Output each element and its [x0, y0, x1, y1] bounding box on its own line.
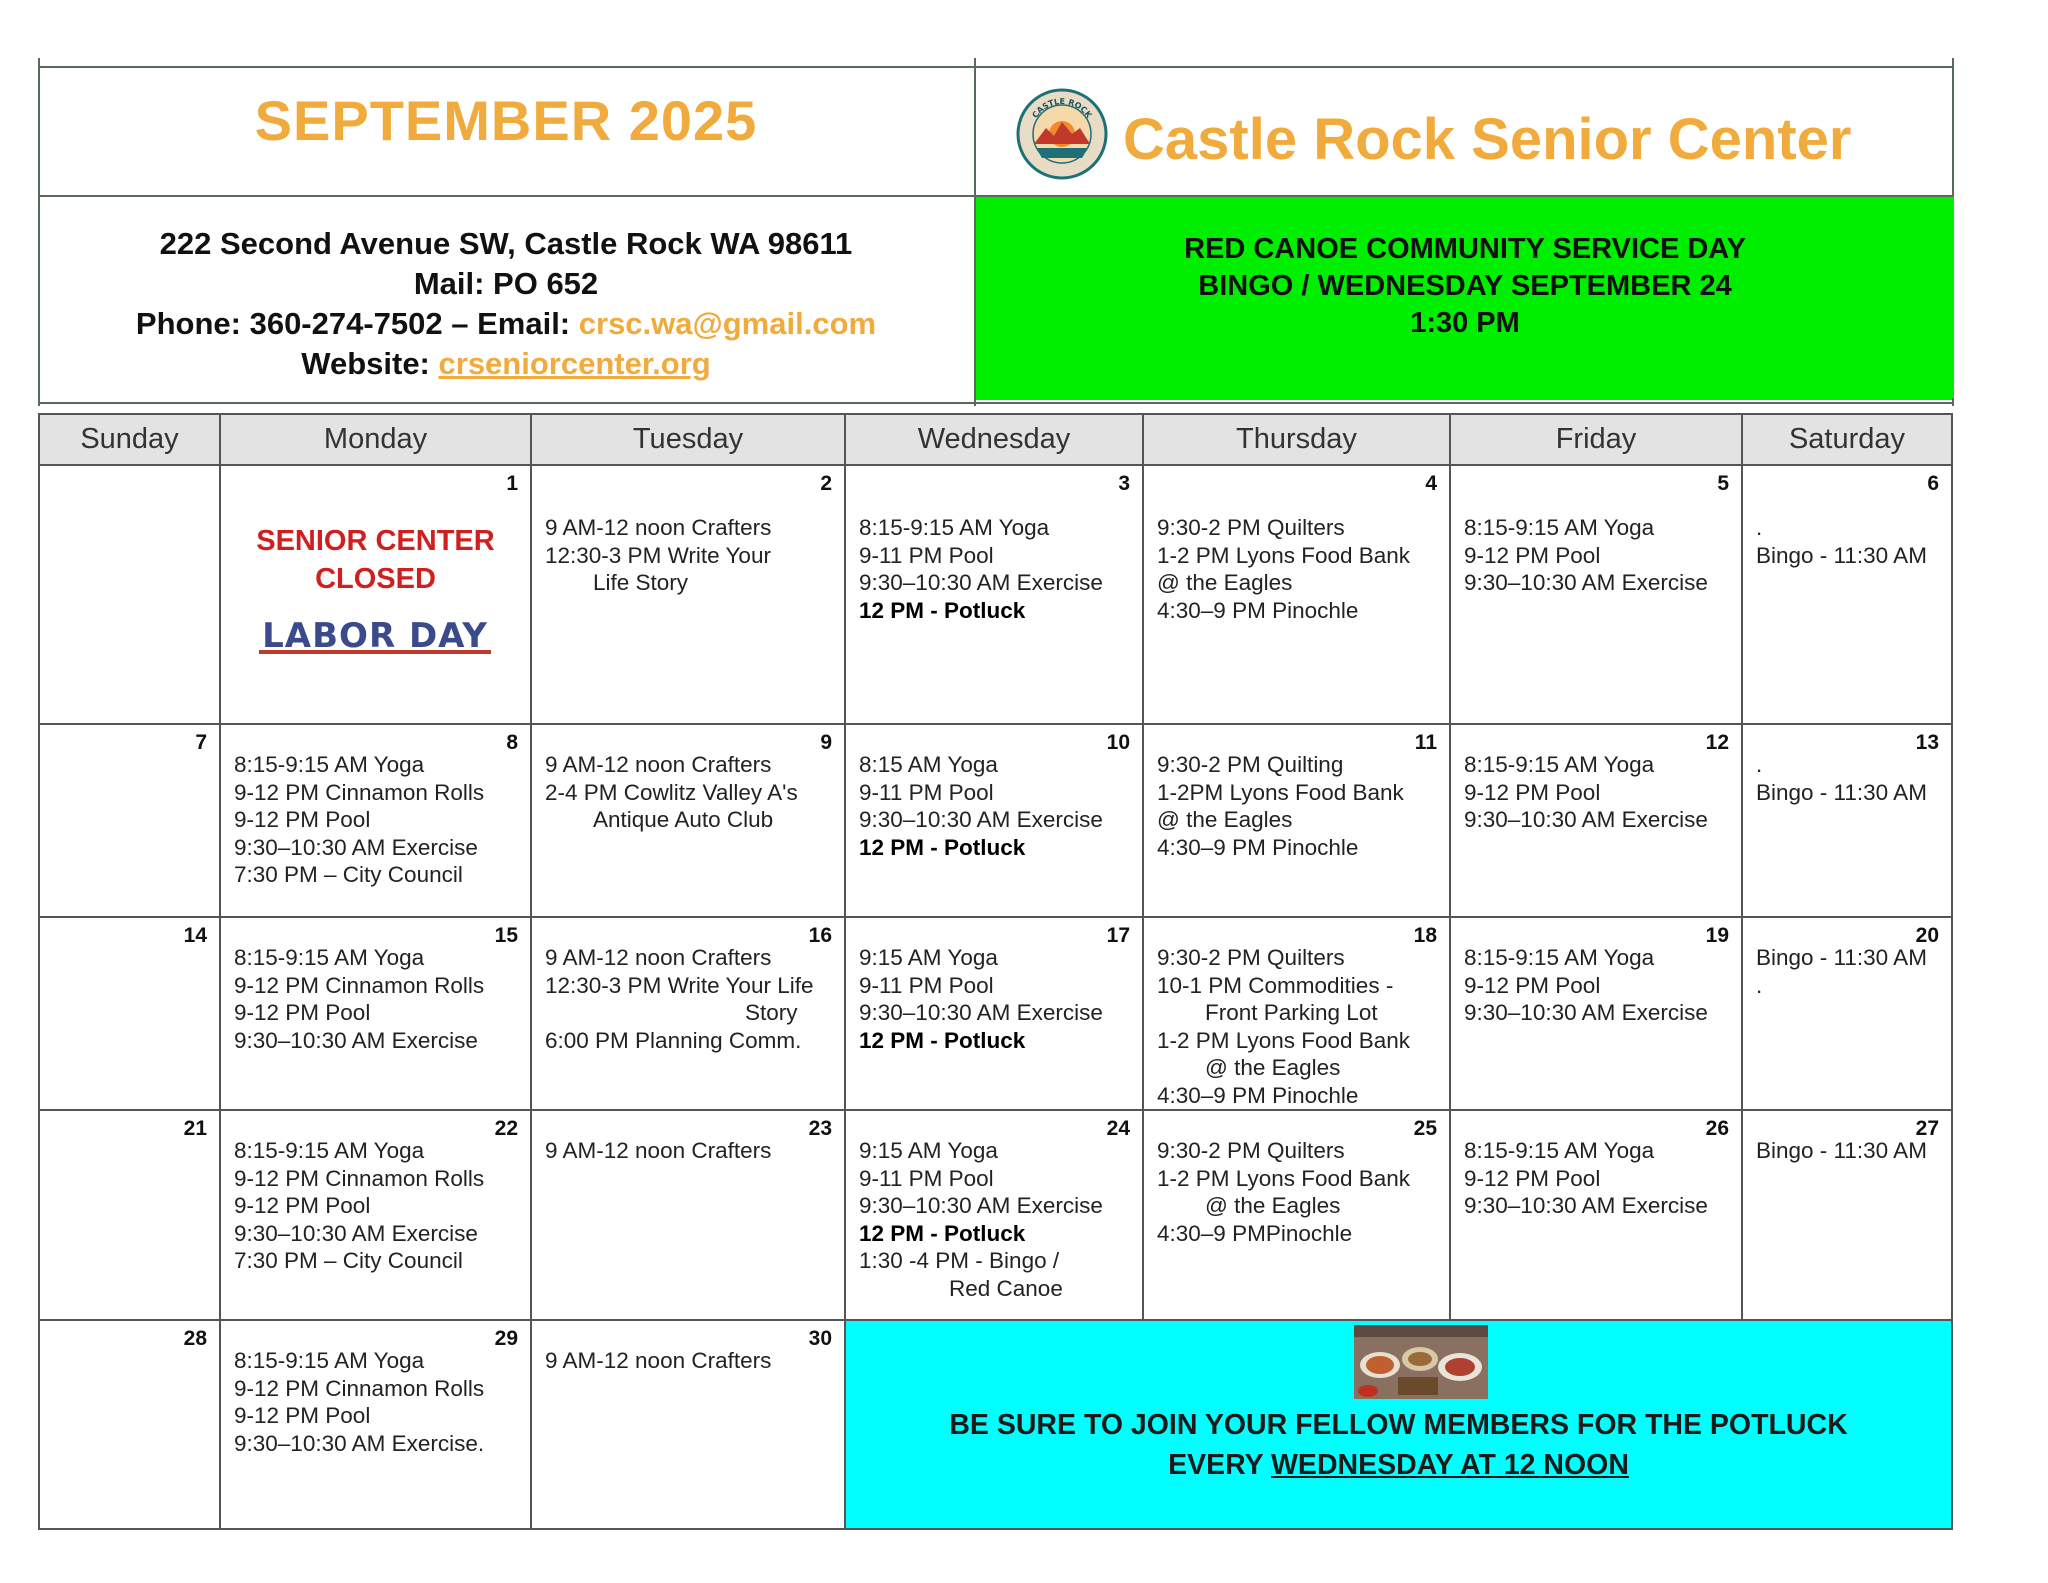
- activity-item: 1-2 PM Lyons Food Bank: [1157, 542, 1411, 568]
- address: 222 Second Avenue SW, Castle Rock WA 98611: [159, 226, 853, 261]
- date-number: 28: [183, 1327, 207, 1350]
- corner-tick: [38, 58, 40, 66]
- date-number: 8: [506, 731, 518, 754]
- calendar-day-cell: [221, 1111, 530, 1319]
- date-number: 27: [1915, 1117, 1939, 1140]
- potluck-line-2-prefix: EVERY: [1168, 1449, 1272, 1481]
- activity-item: 9-12 PM Cinnamon Rolls: [234, 972, 485, 998]
- calendar-day-cell: [1144, 725, 1449, 916]
- activity-item: 9-12 PM Pool: [1464, 1165, 1601, 1191]
- activity-item: 1-2PM Lyons Food Bank: [1157, 779, 1404, 805]
- activity-item: 9:30–10:30 AM Exercise: [1464, 1193, 1708, 1219]
- calendar-day-cell: [1451, 1111, 1741, 1319]
- activity-item: 9 AM-12 noon Crafters: [545, 1138, 772, 1163]
- activity-item: 9-11 PM Pool: [859, 972, 994, 998]
- calendar-day-cell: [532, 725, 844, 916]
- date-number: 5: [1717, 472, 1729, 495]
- calendar-day-cell: [221, 466, 530, 723]
- date-number: 6: [1927, 472, 1939, 495]
- date-number: 30: [808, 1327, 832, 1350]
- activity-list: [545, 1137, 771, 1165]
- potluck-line-2-time: WEDNESDAY AT 12 NOON: [1271, 1449, 1629, 1481]
- activity-item: 9-12 PM Pool: [234, 1403, 371, 1429]
- corner-tick: [38, 398, 40, 406]
- activity-item: 1-2 PM Lyons Food Bank: [1157, 1165, 1411, 1191]
- corner-tick: [1952, 398, 1954, 406]
- activity-item: 9-12 PM Cinnamon Rolls: [234, 1375, 485, 1401]
- activity-item: 8:15-9:15 AM Yoga: [1464, 752, 1655, 777]
- activity-list: [859, 751, 1103, 861]
- activity-item: Antique Auto Club: [593, 807, 774, 833]
- activity-list: [545, 514, 771, 597]
- activity-item: 8:15 AM Yoga: [859, 752, 998, 777]
- activity-item: 12 PM - Potluck: [859, 1027, 1026, 1053]
- date-number: 9: [820, 731, 832, 754]
- activity-list: [859, 514, 1103, 624]
- event-line-1: RED CANOE COMMUNITY SERVICE DAY: [1184, 233, 1746, 265]
- event-line-2: BINGO / WEDNESDAY SEPTEMBER 24: [1198, 270, 1732, 302]
- closed-line: CLOSED: [315, 563, 436, 595]
- activity-item: 9:30–10:30 AM Exercise: [234, 834, 478, 860]
- activity-item: Bingo - 11:30 AM: [1756, 1138, 1927, 1163]
- activity-item: 9-12 PM Cinnamon Rolls: [234, 1165, 485, 1191]
- day-header-friday: Friday: [1451, 415, 1741, 464]
- activity-item: Front Parking Lot: [1205, 1000, 1378, 1026]
- activity-item: 10-1 PM Commodities -: [1157, 972, 1394, 998]
- activity-item: 9:30–10:30 AM Exercise: [859, 570, 1103, 596]
- day-header-monday: Monday: [221, 415, 530, 464]
- date-number: 7: [195, 731, 207, 754]
- activity-item: Bingo - 11:30 AM: [1756, 542, 1927, 568]
- header-block: [38, 66, 1954, 404]
- svg-text:CASTLE ROCK: CASTLE ROCK: [1030, 96, 1094, 120]
- date-number: 18: [1413, 924, 1437, 947]
- activity-list: [1756, 1137, 1927, 1165]
- date-number: 24: [1106, 1117, 1130, 1140]
- calendar-day-cell: [1743, 918, 1951, 1109]
- calendar-day-cell: [532, 918, 844, 1109]
- date-number: 16: [808, 924, 832, 947]
- date-number: 3: [1118, 472, 1130, 495]
- activity-item: Story: [745, 1000, 798, 1026]
- labor-day-text: LABOR DAY: [262, 616, 488, 656]
- date-number: 13: [1915, 731, 1939, 754]
- center-closed-notice: [221, 522, 530, 598]
- activity-item: 7:30 PM – City Council: [234, 862, 463, 888]
- activity-item: 9:30–10:30 AM Exercise: [859, 807, 1103, 833]
- activity-list: [859, 944, 1103, 1054]
- activity-item: 9 AM-12 noon Crafters: [545, 945, 772, 970]
- activity-item: 9-11 PM Pool: [859, 542, 994, 568]
- activity-item: 12 PM - Potluck: [859, 597, 1026, 623]
- calendar-day-cell: [40, 725, 219, 916]
- contact-info: [38, 224, 974, 384]
- phone: Phone: 360-274-7502 – Email:: [135, 306, 571, 341]
- activity-item: 4:30–9 PM Pinochle: [1157, 1082, 1359, 1108]
- activity-list: [545, 1347, 771, 1375]
- activity-list: [234, 1347, 484, 1457]
- activity-item: 8:15-9:15 AM Yoga: [234, 1138, 425, 1163]
- calendar-day-cell: [221, 918, 530, 1109]
- date-number: 22: [494, 1117, 518, 1140]
- email-link[interactable]: crsc.wa@gmail.com: [578, 306, 877, 341]
- activity-item: 9 AM-12 noon Crafters: [545, 1348, 772, 1373]
- activity-list: [1157, 514, 1410, 624]
- date-number: 12: [1705, 731, 1729, 754]
- corner-tick: [974, 58, 976, 66]
- activity-list: [1157, 751, 1404, 861]
- calendar-day-cell: [846, 725, 1142, 916]
- calendar-day-cell: [40, 1321, 219, 1528]
- calendar-day-cell: [1144, 1111, 1449, 1319]
- calendar-day-cell: [532, 1321, 844, 1528]
- potluck-banner: [846, 1321, 1951, 1528]
- activity-item: 9:15 AM Yoga: [859, 945, 998, 970]
- activity-item: 8:15-9:15 AM Yoga: [859, 515, 1050, 540]
- activity-item: 7:30 PM – City Council: [234, 1248, 463, 1274]
- date-number: 29: [494, 1327, 518, 1350]
- activity-item: 12:30-3 PM Write Your: [545, 542, 771, 568]
- activity-item: 9-12 PM Cinnamon Rolls: [234, 779, 485, 805]
- potluck-line-1: BE SURE TO JOIN YOUR FELLOW MEMBERS FOR THE POTLUCK: [949, 1409, 1848, 1441]
- activity-list: [1464, 751, 1708, 834]
- date-number: 17: [1106, 924, 1130, 947]
- website-label: Website:: [301, 346, 430, 381]
- date-number: 14: [183, 924, 207, 947]
- activity-item: 9-12 PM Pool: [1464, 542, 1601, 568]
- activity-item: Bingo - 11:30 AM: [1756, 945, 1927, 970]
- activity-item: 9-11 PM Pool: [859, 779, 994, 805]
- activity-item: 9:30–10:30 AM Exercise: [1464, 1000, 1708, 1026]
- date-number: 4: [1425, 472, 1437, 495]
- calendar-day-cell: [1144, 918, 1449, 1109]
- closed-line: SENIOR CENTER: [256, 525, 495, 557]
- date-number: 26: [1705, 1117, 1729, 1140]
- corner-tick: [974, 398, 976, 406]
- calendar-day-cell: [1743, 725, 1951, 916]
- grid-vline: [1951, 413, 1953, 1530]
- activity-item: Bingo - 11:30 AM: [1756, 779, 1927, 805]
- calendar-day-cell: [40, 918, 219, 1109]
- activity-item: 9:30–10:30 AM Exercise: [1464, 807, 1708, 833]
- activity-item: 9-12 PM Pool: [234, 1000, 371, 1026]
- calendar-day-cell: [1451, 466, 1741, 723]
- activity-item: .: [1756, 972, 1763, 998]
- website-link[interactable]: crseniorcenter.org: [438, 346, 711, 381]
- activity-item: 9:30-2 PM Quilters: [1157, 945, 1345, 970]
- activity-list: [1756, 514, 1927, 569]
- castle-rock-logo-icon: [1016, 88, 1108, 180]
- date-number: 11: [1414, 731, 1437, 754]
- date-number: 20: [1915, 924, 1939, 947]
- activity-item: 8:15-9:15 AM Yoga: [234, 752, 425, 777]
- date-number: 15: [494, 924, 518, 947]
- activity-list: [1756, 751, 1927, 806]
- activity-list: [1464, 1137, 1708, 1220]
- labor-day-icon: [259, 614, 491, 658]
- date-number: 10: [1106, 731, 1130, 754]
- date-number: 21: [183, 1117, 207, 1140]
- activity-item: @ the Eagles: [1205, 1055, 1341, 1081]
- activity-item: 9:30–10:30 AM Exercise: [234, 1220, 478, 1246]
- activity-item: 9:15 AM Yoga: [859, 1138, 998, 1163]
- calendar-day-cell: [1144, 466, 1449, 723]
- activity-item: 2-4 PM Cowlitz Valley A's: [545, 779, 798, 805]
- calendar-day-cell: [40, 466, 219, 723]
- phone-email-line: [38, 304, 974, 344]
- day-header-wednesday: Wednesday: [846, 415, 1142, 464]
- activity-item: 9-12 PM Pool: [1464, 972, 1601, 998]
- day-header-sunday: Sunday: [40, 415, 219, 464]
- date-number: 25: [1413, 1117, 1437, 1140]
- activity-list: [1464, 944, 1708, 1027]
- potluck-line-2: [846, 1445, 1951, 1485]
- calendar-day-cell: [846, 918, 1142, 1109]
- activity-item: 4:30–9 PM Pinochle: [1157, 597, 1359, 623]
- month-title: SEPTEMBER 2025: [254, 89, 758, 152]
- date-number: 2: [820, 472, 832, 495]
- activity-list: [234, 1137, 484, 1275]
- activity-item: 1:30 -4 PM - Bingo /: [859, 1248, 1060, 1274]
- activity-item: .: [1756, 515, 1763, 540]
- date-number: 1: [506, 472, 518, 495]
- activity-item: 9:30–10:30 AM Exercise: [234, 1027, 478, 1053]
- activity-item: 9:30–10:30 AM Exercise.: [234, 1430, 485, 1456]
- activity-list: [1157, 1137, 1410, 1247]
- mail-address: Mail: PO 652: [413, 266, 599, 301]
- activity-item: @ the Eagles: [1205, 1193, 1341, 1219]
- activity-item: Life Story: [593, 570, 689, 596]
- activity-item: 8:15-9:15 AM Yoga: [234, 945, 425, 970]
- activity-item: 9-12 PM Pool: [234, 807, 371, 833]
- activity-item: 4:30–9 PMPinochle: [1157, 1220, 1353, 1246]
- activity-item: 1-2 PM Lyons Food Bank: [1157, 1027, 1411, 1053]
- activity-item: 8:15-9:15 AM Yoga: [234, 1348, 425, 1373]
- calendar-grid: [38, 413, 1953, 1530]
- activity-list: [234, 751, 484, 889]
- corner-tick: [1952, 58, 1954, 66]
- activity-item: 4:30–9 PM Pinochle: [1157, 834, 1359, 860]
- activity-item: 8:15-9:15 AM Yoga: [1464, 1138, 1655, 1163]
- calendar-day-cell: [532, 1111, 844, 1319]
- activity-item: 12 PM - Potluck: [859, 834, 1026, 860]
- website-line: [38, 344, 974, 384]
- date-number: 23: [808, 1117, 832, 1140]
- activity-item: 9 AM-12 noon Crafters: [545, 752, 772, 777]
- activity-item: 12:30-3 PM Write Your Life: [545, 972, 814, 998]
- activity-item: @ the Eagles: [1157, 570, 1293, 596]
- activity-item: 9-12 PM Pool: [1464, 779, 1601, 805]
- calendar-day-cell: [40, 1111, 219, 1319]
- activity-item: 9:30–10:30 AM Exercise: [1464, 570, 1708, 596]
- activity-item: 9-11 PM Pool: [859, 1165, 994, 1191]
- calendar-day-cell: [221, 725, 530, 916]
- potluck-food-photo-icon: [1354, 1325, 1488, 1399]
- activity-list: [545, 751, 798, 834]
- activity-item: 6:00 PM Planning Comm.: [545, 1027, 802, 1053]
- day-header-tuesday: Tuesday: [532, 415, 844, 464]
- calendar-day-cell: [532, 466, 844, 723]
- activity-item: 9:30–10:30 AM Exercise: [859, 1000, 1103, 1026]
- event-line-3: 1:30 PM: [1410, 307, 1520, 339]
- activity-list: [1464, 514, 1708, 597]
- date-number: 19: [1705, 924, 1729, 947]
- activity-item: 9:30–10:30 AM Exercise: [859, 1193, 1103, 1219]
- activity-item: 9:30-2 PM Quilting: [1157, 752, 1344, 777]
- activity-list: [545, 944, 813, 1054]
- calendar-day-cell: [1743, 1111, 1951, 1319]
- activity-list: [234, 944, 484, 1054]
- activity-item: Red Canoe: [949, 1275, 1063, 1301]
- calendar-day-cell: [1743, 466, 1951, 723]
- calendar-day-cell: [846, 1111, 1142, 1319]
- activity-list: [859, 1137, 1103, 1303]
- grid-hline: [38, 1528, 1953, 1530]
- day-header-thursday: Thursday: [1144, 415, 1449, 464]
- calendar-day-cell: [221, 1321, 530, 1528]
- calendar-day-cell: [1451, 918, 1741, 1109]
- activity-item: @ the Eagles: [1157, 807, 1293, 833]
- activity-item: 9-12 PM Pool: [234, 1193, 371, 1219]
- day-header-saturday: Saturday: [1743, 415, 1951, 464]
- red-canoe-event-box: [976, 197, 1954, 400]
- activity-item: 8:15-9:15 AM Yoga: [1464, 515, 1655, 540]
- calendar-day-cell: [846, 466, 1142, 723]
- activity-list: [1756, 944, 1927, 999]
- activity-item: .: [1756, 752, 1763, 777]
- activity-list: [1157, 944, 1410, 1109]
- activity-item: 9:30-2 PM Quilters: [1157, 515, 1345, 540]
- activity-item: 9:30-2 PM Quilters: [1157, 1138, 1345, 1163]
- activity-item: 12 PM - Potluck: [859, 1220, 1026, 1246]
- activity-item: 8:15-9:15 AM Yoga: [1464, 945, 1655, 970]
- center-name: Castle Rock Senior Center: [1123, 107, 1852, 172]
- activity-item: 9 AM-12 noon Crafters: [545, 515, 772, 540]
- calendar-day-cell: [1451, 725, 1741, 916]
- potluck-message: [846, 1405, 1951, 1485]
